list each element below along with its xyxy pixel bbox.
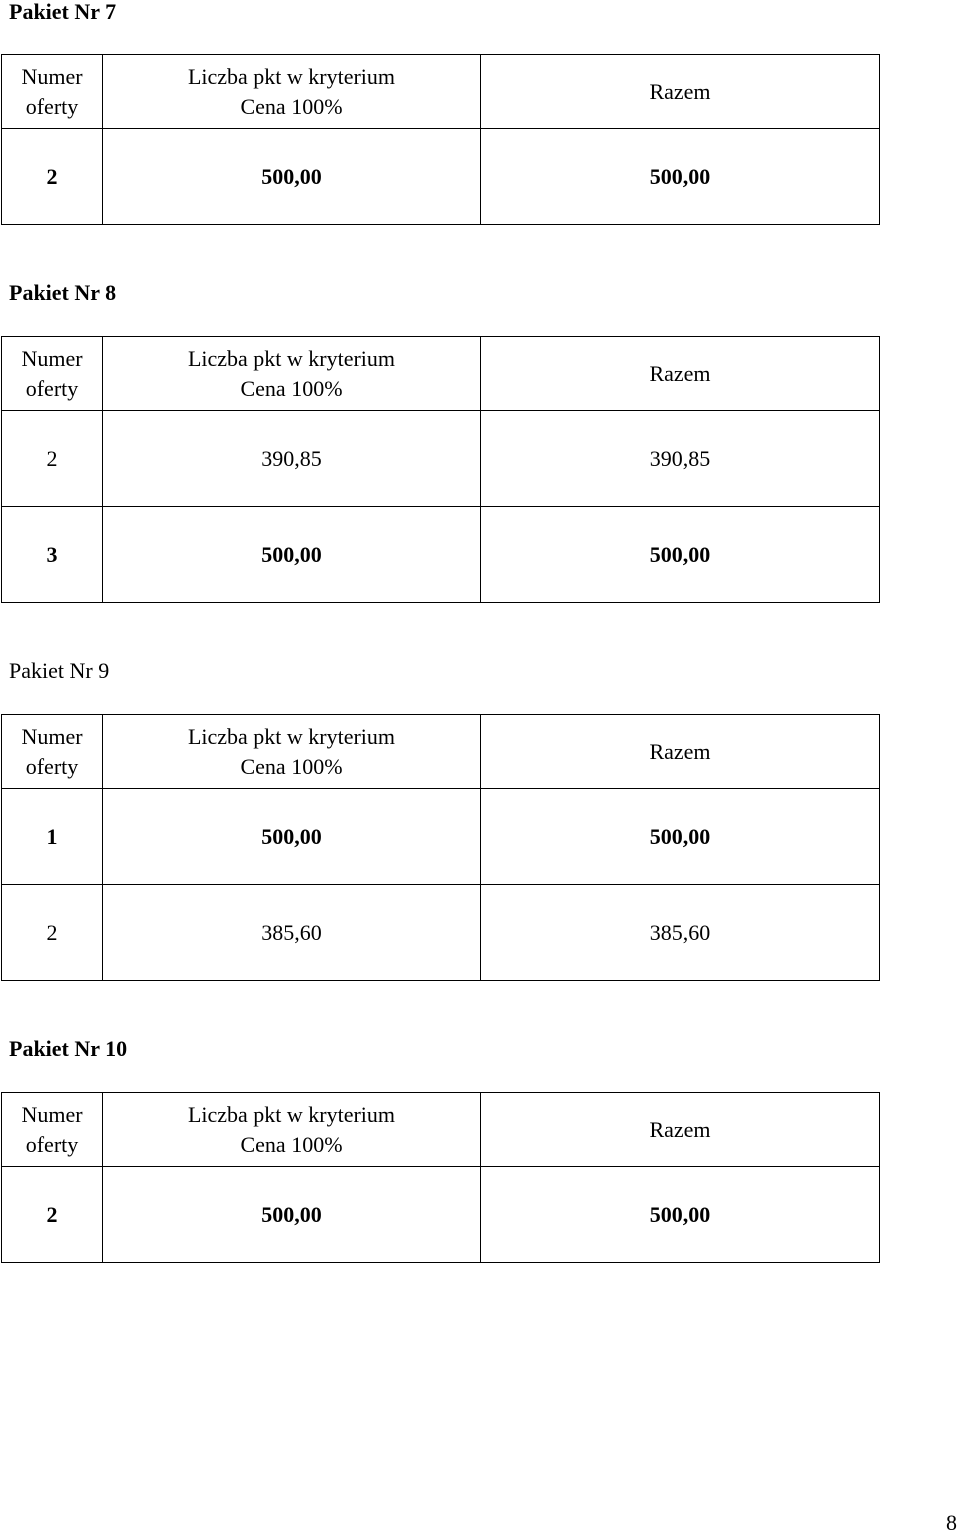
table-row: [2, 789, 880, 885]
package-table-7: [1, 54, 880, 225]
header-total: Razem: [481, 337, 880, 411]
offer-number-cell: 2: [2, 1167, 103, 1263]
total-cell: 500,00: [481, 789, 880, 885]
header-points-criterion: Liczba pkt w kryterium Cena 100%: [103, 1093, 481, 1167]
total-cell: 390,85: [481, 411, 880, 507]
table-header-row: [2, 1093, 880, 1167]
points-cell: 500,00: [103, 129, 481, 225]
header-total: Razem: [481, 55, 880, 129]
package-title-9: Pakiet Nr 9: [9, 658, 110, 683]
points-cell: 385,60: [103, 885, 481, 981]
package-table-8: [1, 336, 880, 603]
header-points-criterion: Liczba pkt w kryterium Cena 100%: [103, 337, 481, 411]
header-offer-number: Numer oferty: [2, 1093, 103, 1167]
table-row: [2, 507, 880, 603]
table-header-row: [2, 55, 880, 129]
table-row: [2, 1167, 880, 1263]
offer-number-cell: 3: [2, 507, 103, 603]
header-offer-number: Numer oferty: [2, 715, 103, 789]
package-table-9: [1, 714, 880, 981]
header-total: Razem: [481, 715, 880, 789]
offer-number-cell: 1: [2, 789, 103, 885]
package-table-10: [1, 1092, 880, 1263]
header-points-criterion: Liczba pkt w kryterium Cena 100%: [103, 55, 481, 129]
table-row: [2, 411, 880, 507]
points-cell: 500,00: [103, 789, 481, 885]
header-points-criterion: Liczba pkt w kryterium Cena 100%: [103, 715, 481, 789]
total-cell: 500,00: [481, 129, 880, 225]
points-cell: 500,00: [103, 1167, 481, 1263]
page-number: 8: [946, 1510, 957, 1535]
points-cell: 500,00: [103, 507, 481, 603]
header-total: Razem: [481, 1093, 880, 1167]
table-header-row: [2, 715, 880, 789]
total-cell: 500,00: [481, 507, 880, 603]
total-cell: 385,60: [481, 885, 880, 981]
table-row: [2, 129, 880, 225]
points-cell: 390,85: [103, 411, 481, 507]
total-cell: 500,00: [481, 1167, 880, 1263]
package-title-7: Pakiet Nr 7: [9, 0, 117, 24]
header-offer-number: Numer oferty: [2, 337, 103, 411]
table-header-row: [2, 337, 880, 411]
table-row: [2, 885, 880, 981]
package-title-8: Pakiet Nr 8: [9, 280, 117, 305]
offer-number-cell: 2: [2, 129, 103, 225]
package-title-10: Pakiet Nr 10: [9, 1036, 128, 1061]
offer-number-cell: 2: [2, 885, 103, 981]
header-offer-number: Numer oferty: [2, 55, 103, 129]
offer-number-cell: 2: [2, 411, 103, 507]
